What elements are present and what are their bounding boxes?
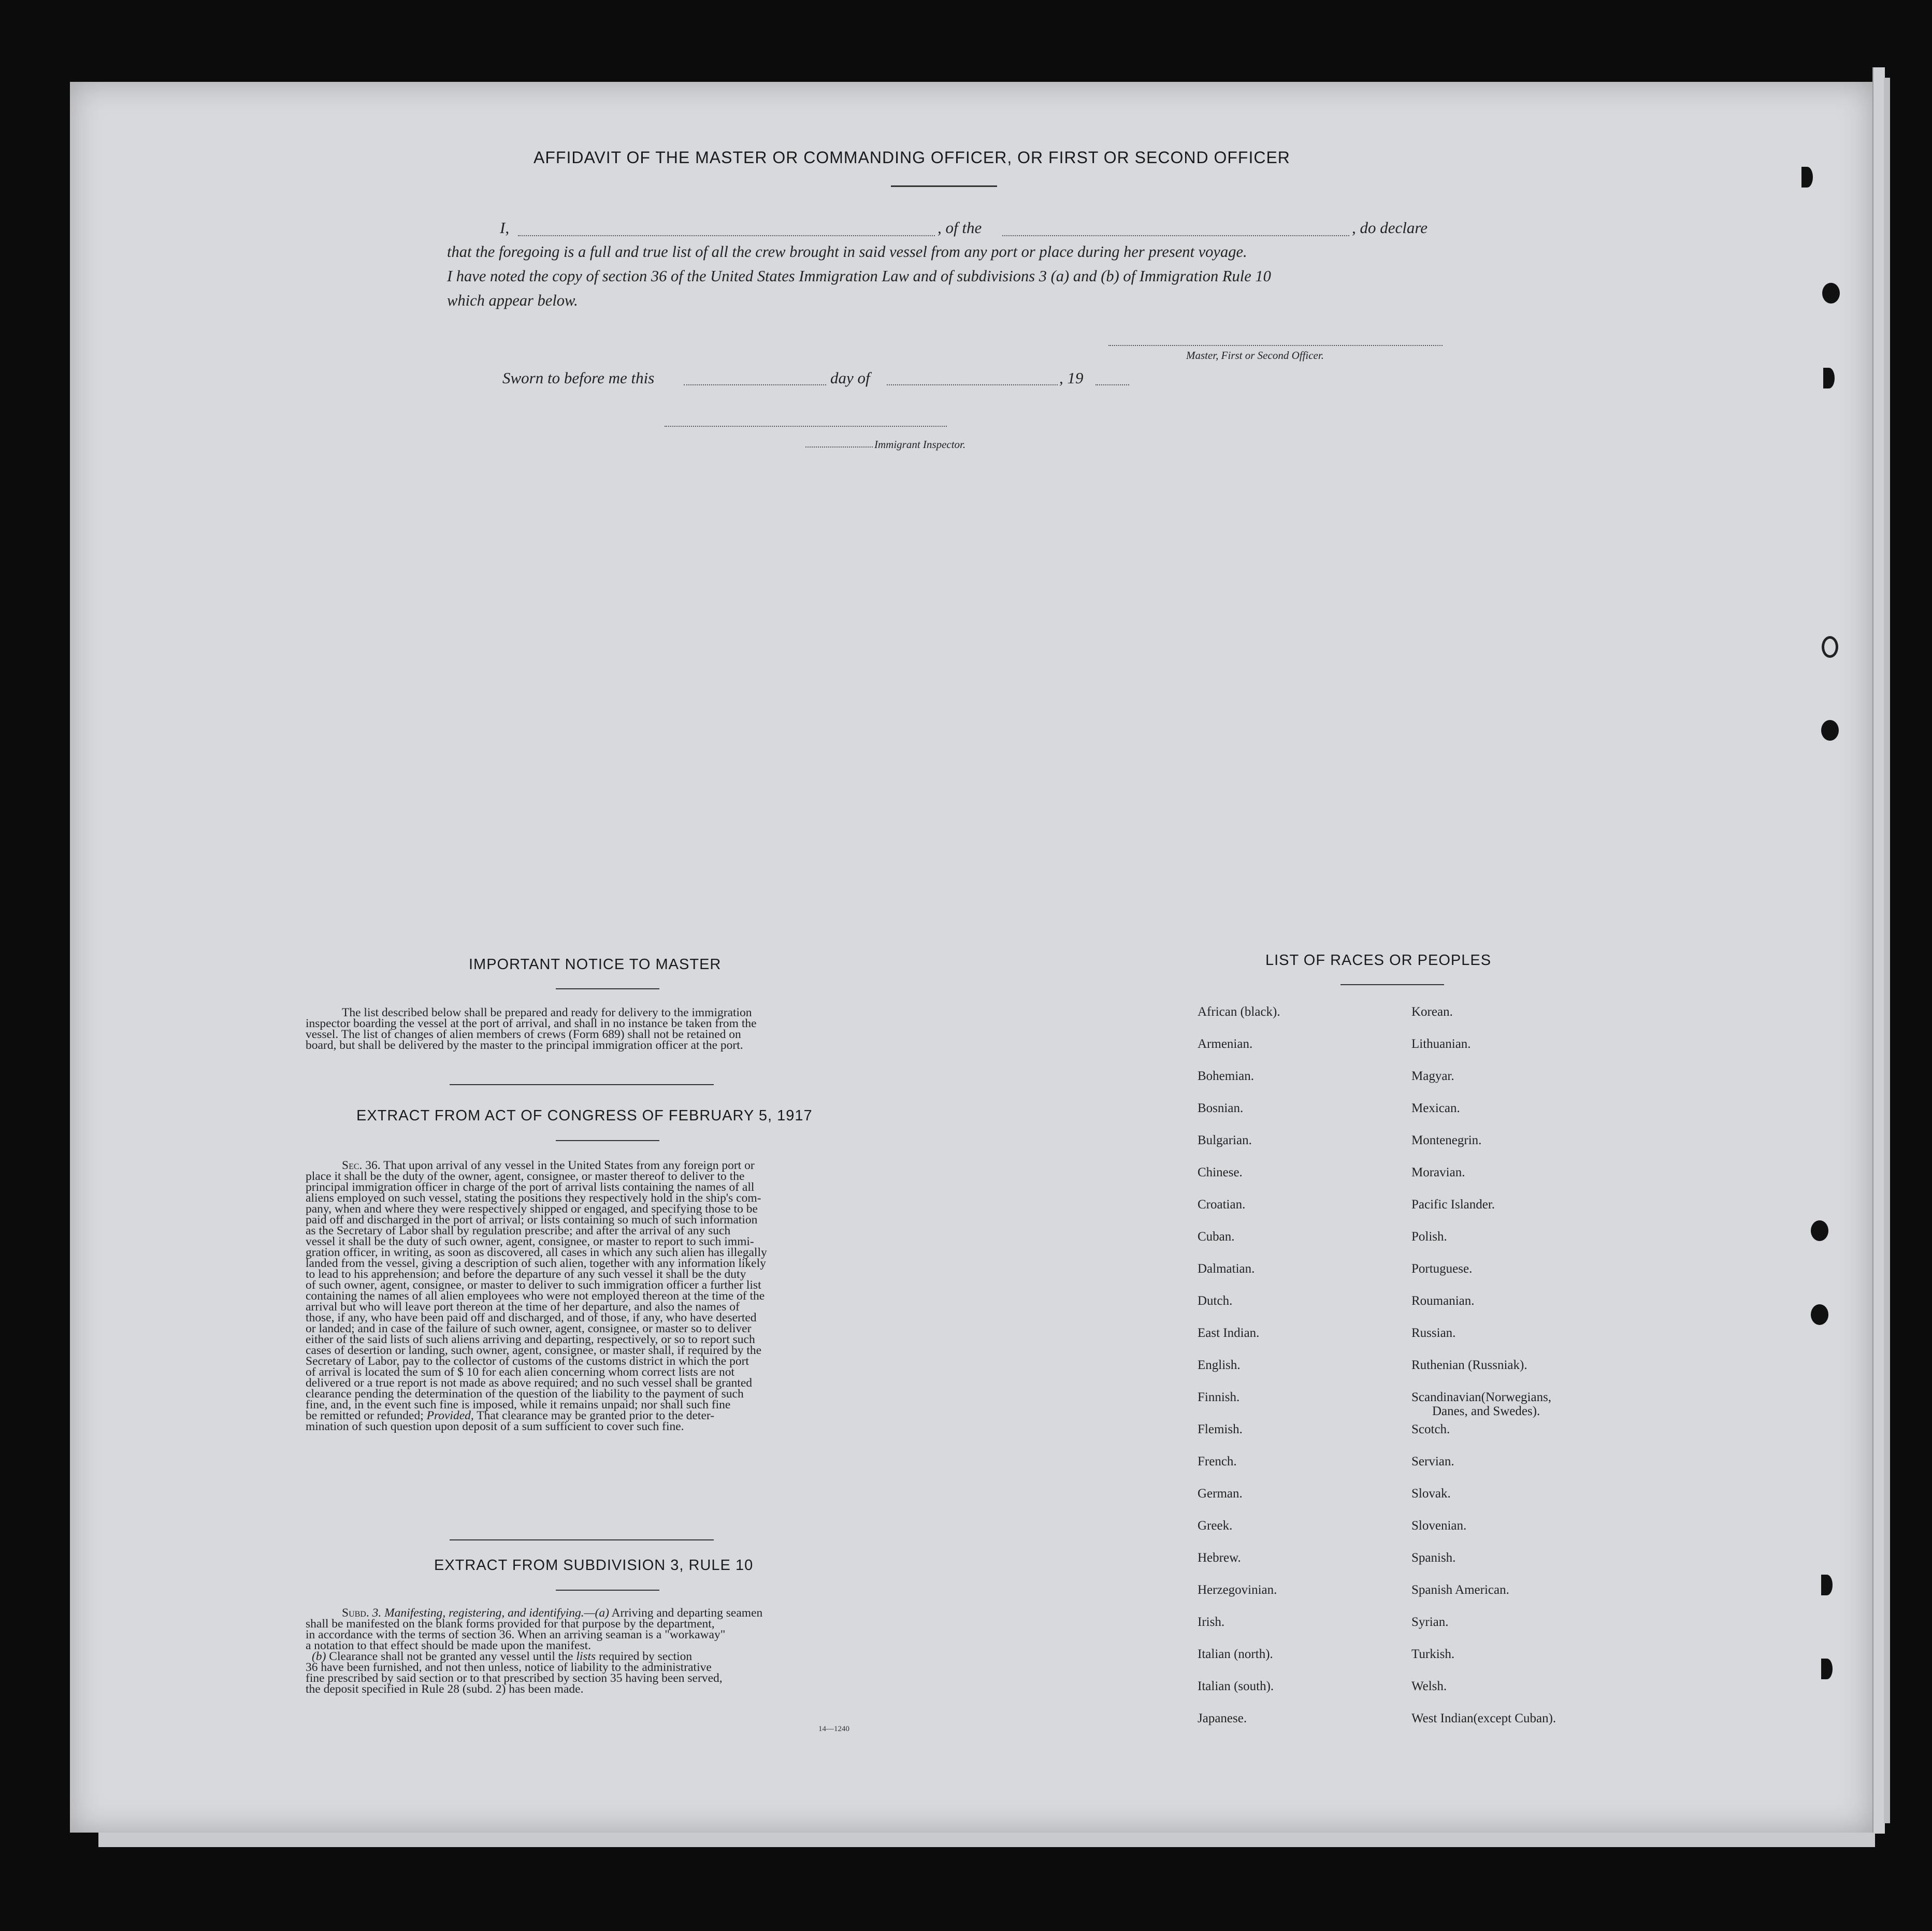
affidavit-title: AFFIDAVIT OF THE MASTER OR COMMANDING OFFICER, OR FIRST OR SECOND OFFICER <box>534 148 1290 167</box>
binder-hole <box>1801 167 1813 188</box>
race-item: Finnish. <box>1198 1390 1240 1404</box>
race-item: English. <box>1198 1358 1241 1372</box>
inspector-caption: Immigrant Inspector. <box>874 438 966 451</box>
races-left-column <box>1198 1005 1280 1743</box>
signature-caption: Master, First or Second Officer. <box>1186 349 1324 362</box>
race-item: Turkish. <box>1411 1647 1455 1661</box>
binder-hole <box>1821 1659 1833 1679</box>
name-blank[interactable] <box>518 235 935 236</box>
race-item: Welsh. <box>1411 1679 1447 1693</box>
race-item: Russian. <box>1411 1326 1456 1340</box>
race-item: Scotch. <box>1411 1422 1450 1436</box>
inspector-signature-blank[interactable] <box>665 426 947 427</box>
binder-hole <box>1821 1575 1833 1595</box>
race-item: East Indian. <box>1198 1326 1260 1340</box>
race-item: French. <box>1198 1454 1237 1468</box>
race-item: Slovak. <box>1411 1487 1451 1501</box>
race-item: Servian. <box>1411 1454 1454 1468</box>
race-item: Magyar. <box>1411 1069 1454 1083</box>
race-item: Herzegovinian. <box>1198 1583 1277 1597</box>
race-item: Flemish. <box>1198 1422 1243 1436</box>
page-edge <box>1872 67 1885 1834</box>
vessel-blank[interactable] <box>1002 235 1349 236</box>
sworn-day-of: day of <box>830 369 870 387</box>
race-item: Mexican. <box>1411 1101 1460 1115</box>
affidavit-line-3: I have noted the copy of section 36 of the United States Immigration Law and of subdivisions 3 (a) and (b) of Immigration Rule 10 <box>447 267 1271 285</box>
race-item: Italian (south). <box>1198 1679 1274 1693</box>
race-item: Moravian. <box>1411 1165 1465 1179</box>
races-underline <box>1340 984 1444 985</box>
affidavit-declare: , do declare <box>1352 219 1428 237</box>
race-item: Scandinavian(Norwegians, Danes, and Swedes). <box>1411 1390 1552 1418</box>
race-item: Roumanian. <box>1411 1294 1475 1308</box>
day-blank[interactable] <box>684 384 826 385</box>
bottom-page-edge <box>98 1833 1875 1847</box>
section-divider <box>450 1539 714 1540</box>
binder-hole <box>1823 368 1835 388</box>
affidavit-line-4: which appear below. <box>447 292 578 309</box>
race-item: Italian (north). <box>1198 1647 1273 1661</box>
binder-hole <box>1821 720 1839 741</box>
race-item: Croatian. <box>1198 1198 1246 1212</box>
race-item: Japanese. <box>1198 1711 1247 1725</box>
race-item: Dalmatian. <box>1198 1262 1255 1276</box>
race-item: Dutch. <box>1198 1294 1233 1308</box>
sworn-text: Sworn to before me this <box>502 369 655 387</box>
rule-text: Subd. 3. Manifesting, registering, and identifying.—(a) Arriving and departing seamen shall be manifested on the blank forms provided for that purpose by the department, in accordance with the terms of section 36. When an arriving seaman is a "workaway" a notation to that effect should be made upon the manifest. (b) Clearance shall not be granted any vessel until the lists required by section 36 have been furnished, and not then unless, notice of liability to the administrative fine prescribed by said section or to that prescribed by section 35 having been served, the deposit specified in Rule 28 (subd. 2) has been made. <box>306 1606 763 1696</box>
notice-title: IMPORTANT NOTICE TO MASTER <box>469 956 722 973</box>
race-item: Cuban. <box>1198 1230 1235 1244</box>
race-item: Hebrew. <box>1198 1551 1241 1565</box>
races-title: LIST OF RACES OR PEOPLES <box>1265 952 1492 969</box>
race-item: Lithuanian. <box>1411 1037 1471 1051</box>
race-item: African (black). <box>1198 1005 1280 1019</box>
binder-hole <box>1811 1304 1828 1325</box>
inspector-dots <box>805 446 873 448</box>
notice-text: The list described below shall be prepared and ready for delivery to the immigration inspector boarding the vessel at the port of arrival, and shall in no instance be taken from the vessel. The list of changes of alien members of crews (Form 689) shall not be retained on board, but shall be delivered by the master to the principal immigration officer at the port. <box>306 1006 757 1052</box>
race-item: Bohemian. <box>1198 1069 1255 1083</box>
race-item: Slovenian. <box>1411 1519 1467 1533</box>
document-page <box>70 82 1872 1833</box>
race-item: Bosnian. <box>1198 1101 1244 1115</box>
form-number: 14—1240 <box>818 1725 849 1733</box>
races-right-column <box>1411 1005 1556 1743</box>
race-item: Greek. <box>1198 1519 1233 1533</box>
signature-blank[interactable] <box>1108 345 1443 346</box>
act-underline <box>556 1140 659 1141</box>
race-item: Portuguese. <box>1411 1262 1473 1276</box>
race-item: Pacific Islander. <box>1411 1198 1495 1212</box>
race-item: Spanish American. <box>1411 1583 1509 1597</box>
rule-title: EXTRACT FROM SUBDIVISION 3, RULE 10 <box>434 1557 754 1574</box>
rule-underline <box>556 1590 659 1591</box>
race-item: Spanish. <box>1411 1551 1456 1565</box>
month-blank[interactable] <box>887 384 1058 385</box>
act-text: Sec. 36. That upon arrival of any vessel in the United States from any foreign port or place it shall be the duty of the owner, agent, consignee, or master thereof to deliver to the principal immigration officer in charge of the port of arrival lists containing the names of all aliens employed on such vessel, stating the positions they respectively hold in the ship's com- pany, when and where they were respectively shipped or engaged, and specifying those to be paid off and discharged in the port of arrival; or lists containing so much of such information as the Secretary of Labor shall by regulation prescribe; and after the arrival of any such vessel it shall be the duty of such owner, agent, consignee, or master to report to such immi- gration officer, in writing, as soon as discovered, all cases in which any such alien has illegally landed from the vessel, giving a description of such alien, together with any information likely to lead to his apprehension; and before the departure of any such vessel it shall be the duty of such owner, agent, consignee, or master to deliver to such immigration officer a further list containing the names of all alien employees who were not employed thereon at the time of the arrival but who will leave port thereon at the time of her departure, and also the names of those, if any, who have been paid off and discharged, and of those, if any, who have deserted or landed; and in case of the failure of such owner, agent, consignee, or master so to deliver either of the said lists of such aliens arriving and departing, respectively, or so to report such cases of desertion or landing, such owner, agent, consignee, or master shall, if required by the Secretary of Labor, pay to the collector of customs of the customs district in which the port of arrival is located the sum of $ 10 for each alien concerning whom correct lists are not delivered or a true report is not made as above required; and no such vessel shall be granted clearance pending the determination of the question of the liability to the payment of such fine, and, in the event such fine is imposed, while it remains unpaid; nor shall such fine be remitted or refunded; Provided, That clearance may be granted prior to the deter- mination of such question upon deposit of a sum sufficient to cover such fine. <box>306 1159 767 1433</box>
title-underline <box>891 185 997 187</box>
page-edge-shadow <box>1884 78 1890 1823</box>
race-item: West Indian(except Cuban). <box>1411 1711 1556 1725</box>
race-item: Korean. <box>1411 1005 1453 1019</box>
affidavit-line-2: that the foregoing is a full and true list of all the crew brought in said vessel from any port or place during her present voyage. <box>447 243 1247 261</box>
race-item: Irish. <box>1198 1615 1225 1629</box>
act-title: EXTRACT FROM ACT OF CONGRESS OF FEBRUARY 5, 1917 <box>356 1107 813 1124</box>
year-blank[interactable] <box>1095 384 1129 385</box>
binder-hole <box>1822 283 1840 304</box>
race-item: Polish. <box>1411 1230 1447 1244</box>
binder-hole <box>1822 636 1838 658</box>
section-divider <box>450 1084 714 1085</box>
race-item: Chinese. <box>1198 1165 1243 1179</box>
race-item: Syrian. <box>1411 1615 1449 1629</box>
affidavit-of-the: , of the <box>938 219 982 237</box>
notice-underline <box>556 988 659 989</box>
race-item: Montenegrin. <box>1411 1133 1482 1147</box>
race-item: Bulgarian. <box>1198 1133 1252 1147</box>
race-item: Ruthenian (Russniak). <box>1411 1358 1527 1372</box>
race-item: Armenian. <box>1198 1037 1253 1051</box>
binder-hole <box>1811 1220 1828 1241</box>
affidavit-i: I, <box>500 219 510 237</box>
race-item: German. <box>1198 1487 1243 1501</box>
sworn-year: , 19 <box>1059 369 1084 387</box>
